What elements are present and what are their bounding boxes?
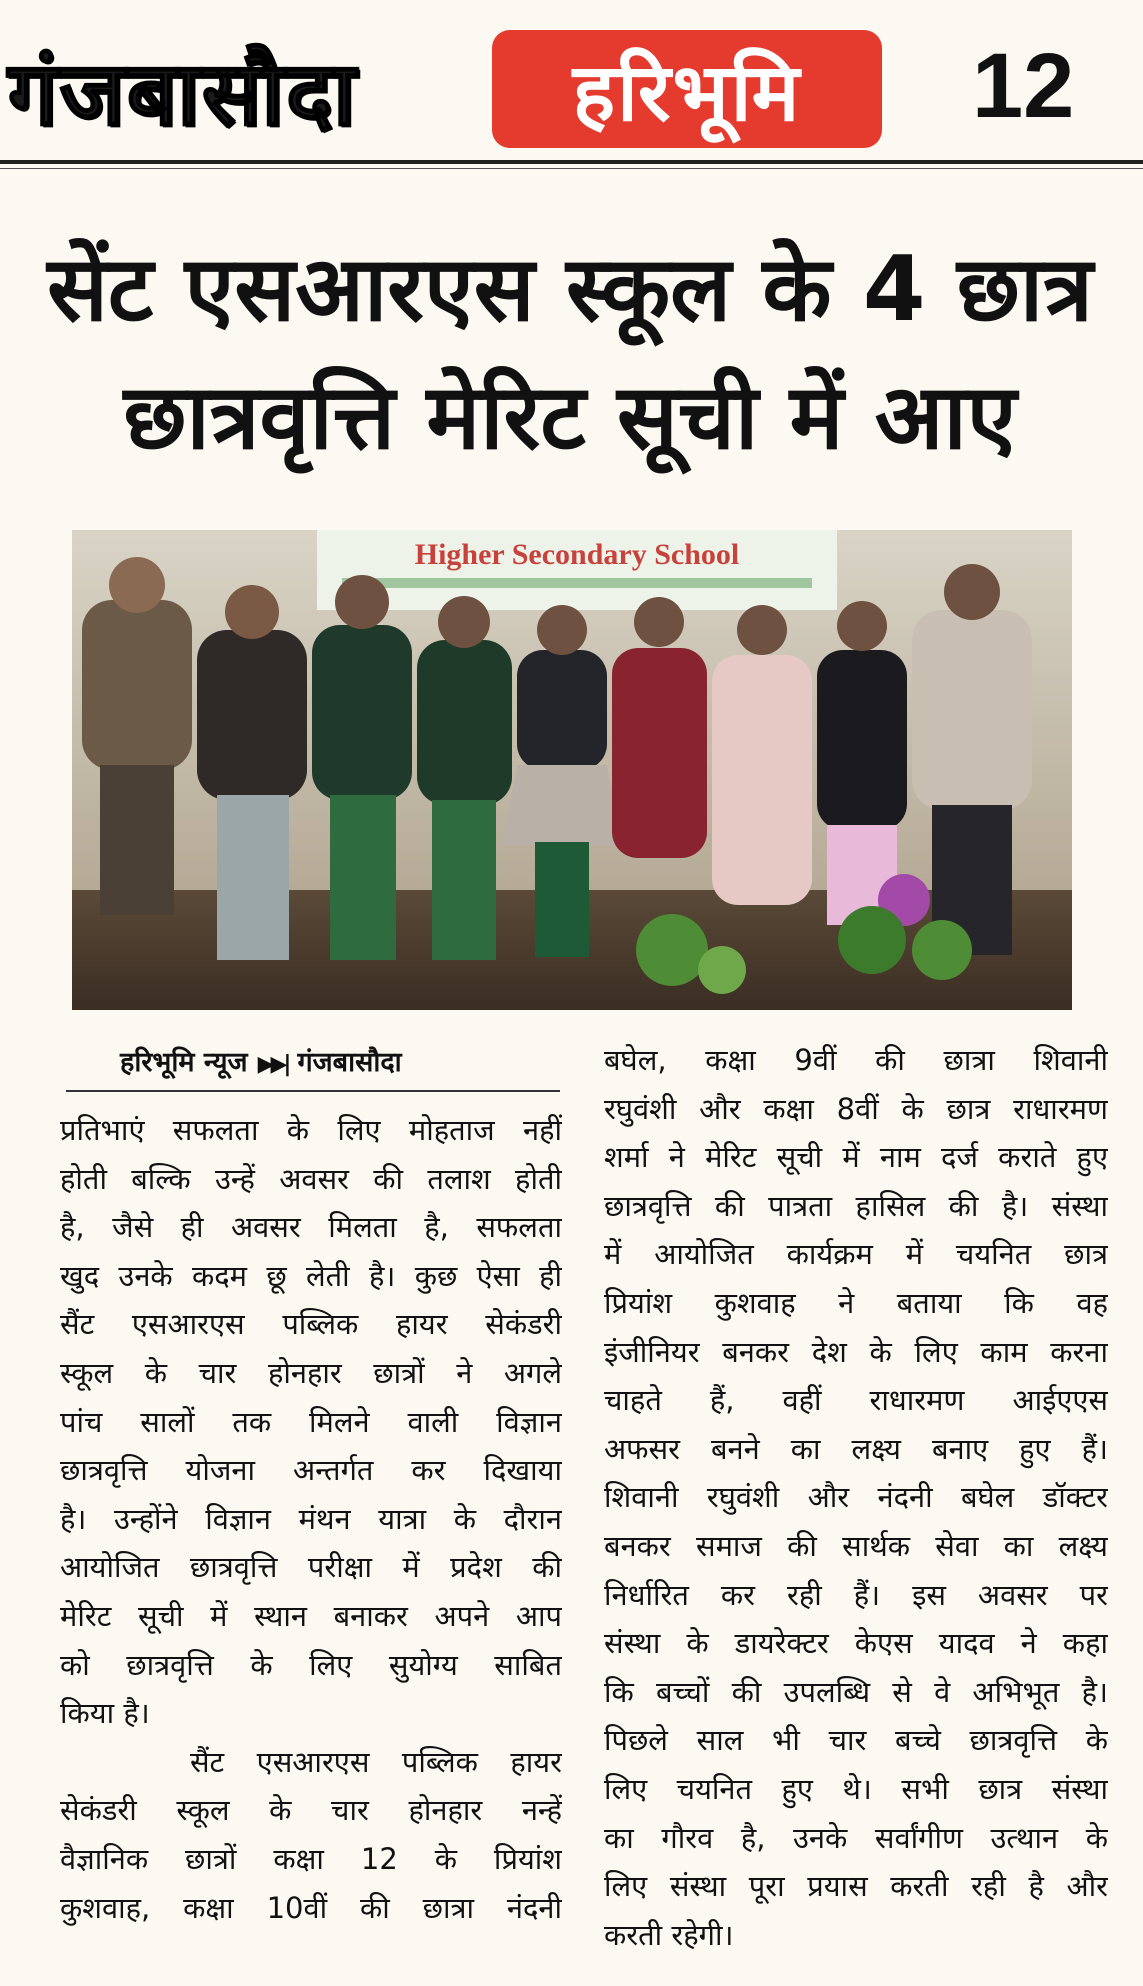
article-body-right-column [604,1036,1108,1959]
newspaper-name: हरिभूमि [572,45,802,139]
masthead-rule [0,160,1143,164]
body-line: छात्रवृत्ति योजना अन्तर्गत कर दिखाया [60,1453,562,1488]
page-number: 12 [972,35,1075,137]
body-line: वैज्ञानिक छात्रों कक्षा 12 के प्रियांश [60,1841,562,1876]
headline-line-2: छात्रवृत्ति मेरिट सूची में आए [123,365,1017,470]
body-line: आयोजित छात्रवृत्ति परीक्षा में प्रदेश की [60,1550,562,1585]
body-line: स्कूल के चार होनहार छात्रों ने अगले [60,1355,562,1390]
section-name: गंजबासौदा [8,42,358,145]
byline [120,1042,560,1092]
body-line: लिए चयनित हुए थे। सभी छात्र संस्था [604,1771,1108,1806]
school-banner-text: Higher Secondary School [414,538,740,571]
body-line: होती बल्कि उन्हें अवसर की तलाश होती [60,1161,562,1196]
body-line: पिछले साल भी चार बच्चे छात्रवृत्ति के [604,1723,1108,1758]
body-line: किया है। [60,1696,150,1731]
body-line: लिए संस्था पूरा प्रयास करती रही है और [604,1869,1108,1904]
body-line: मेरिट सूची में स्थान बनाकर अपने आप [60,1598,562,1633]
newspaper-logo [492,30,882,148]
body-line: शिवानी रघुवंशी और नंदनी बघेल डॉक्टर [604,1480,1108,1515]
headline-line-1: सेंट एसआरएस स्कूल के 4 छात्र [47,237,1093,342]
article-body-left-column [60,1106,562,1932]
masthead [0,0,1143,160]
body-line: प्रतिभाएं सफलता के लिए मोहताज नहीं [60,1113,562,1147]
body-line: प्रियांश कुशवाह ने बताया कि वह [604,1285,1108,1320]
byline-source: हरिभूमि न्यूज [120,1047,248,1078]
body-line: छात्रवृत्ति की पात्रता हासिल की है। संस्था [604,1188,1108,1223]
body-line: अफसर बनने का लक्ष्य बनाए हुए हैं। [604,1431,1108,1466]
body-line: खुद उनके कदम छू लेती है। कुछ ऐसा ही [60,1258,562,1293]
byline-rule [66,1090,560,1092]
body-line: पांच सालों तक मिलने वाली विज्ञान [60,1404,562,1439]
byline-location: गंजबासौदा [297,1047,402,1078]
body-line: शर्मा ने मेरिट सूची में नाम दर्ज कराते हुए [604,1140,1108,1175]
body-line: निर्धारित कर रही हैं। इस अवसर पर [604,1577,1108,1612]
group-photo [72,530,1072,1010]
body-line: कुशवाह, कक्षा 10वीं की छात्रा नंदनी [60,1890,562,1925]
body-line: इंजीनियर बनकर देश के लिए काम करना [604,1334,1108,1369]
body-line: रघुवंशी और कक्षा 8वीं के छात्र राधारमण [604,1091,1108,1126]
body-line: है, जैसे ही अवसर मिलता है, सफलता [60,1210,562,1245]
body-line: सेकंडरी स्कूल के चार होनहार नन्हें [60,1793,562,1828]
masthead-rule-thin [0,168,1143,169]
fast-forward-icon: ▶▶| [257,1052,288,1077]
body-line: करती रहेगी। [604,1917,734,1952]
body-line: को छात्रवृत्ति के लिए सुयोग्य साबित [60,1647,562,1682]
body-line: बघेल, कक्षा 9वीं की छात्रा शिवानी [604,1043,1108,1077]
body-line: बनकर समाज की सार्थक सेवा का लक्ष्य [604,1528,1108,1563]
body-line: कि बच्चों की उपलब्धि से वे अभिभूत है। [604,1674,1108,1709]
article-headline [20,226,1120,482]
group-photo-illustration [72,530,1072,1010]
body-line: सैंट एसआरएस पब्लिक हायर [60,1744,562,1779]
body-line: है। उन्होंने विज्ञान मंथन यात्रा के दौरान [60,1501,562,1536]
body-line: चाहते हैं, वहीं राधारमण आईएएस [604,1383,1108,1418]
body-line: सैंट एसआरएस पब्लिक हायर सेकंडरी [60,1307,562,1342]
body-line: का गौरव है, उनके सर्वांगीण उत्थान के [604,1820,1108,1855]
body-line: संस्था के डायरेक्टर केएस यादव ने कहा [604,1626,1108,1661]
body-line: में आयोजित कार्यक्रम में चयनित छात्र [604,1237,1108,1272]
